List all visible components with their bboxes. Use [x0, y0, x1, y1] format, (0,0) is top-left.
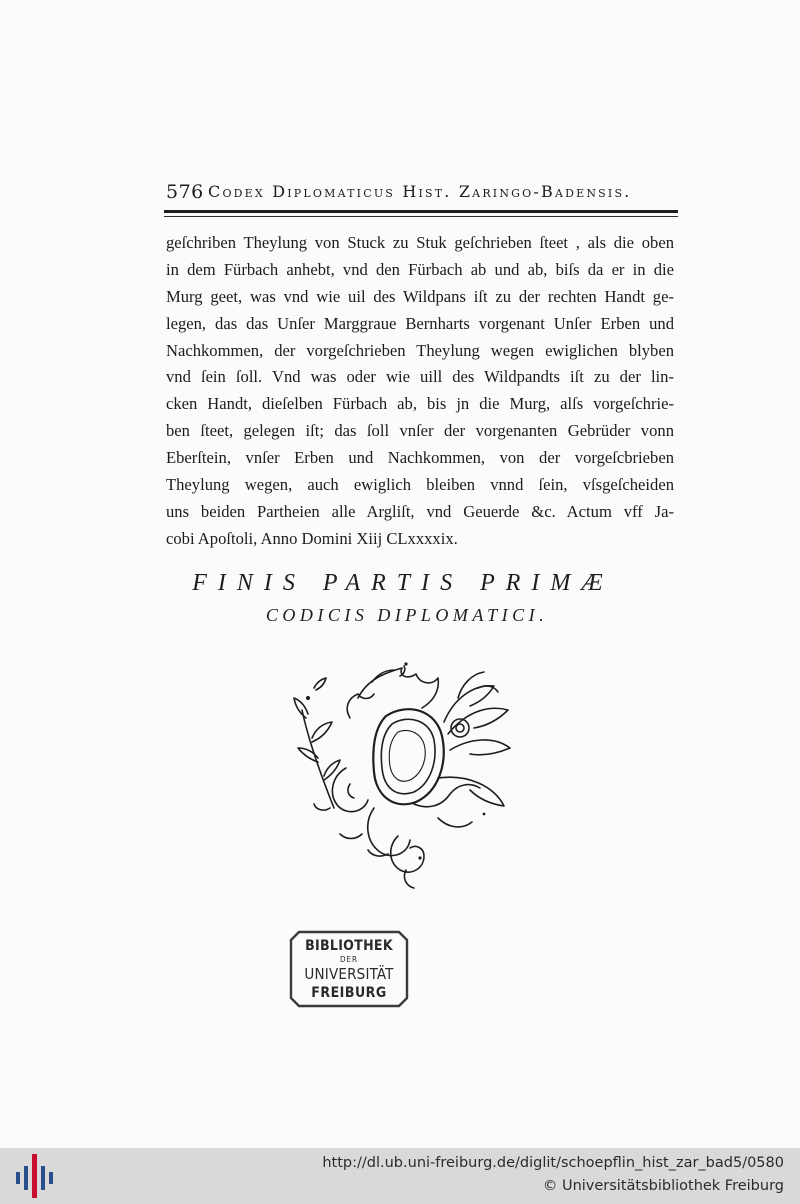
- text-line: ben ſteet, gelegen iſt; das ſoll vnſer der vorgenanten Gebrüder vonn: [166, 421, 674, 441]
- text-line: legen, das das Unſer Marggraue Bernharts vorgenant Unſer Erben und: [166, 313, 674, 333]
- stamp-line-universitaet: UNIVERSITÄT: [304, 965, 394, 983]
- stamp-line-bibliothek: BIBLIOTHEK: [305, 938, 393, 954]
- ornament-vignette-icon: [288, 658, 528, 898]
- page-url-link[interactable]: http://dl.ub.uni-freiburg.de/diglit/schoepflin_hist_zar_bad5/0580: [322, 1155, 784, 1171]
- text-line: Nachkommen, der vorgeſchrieben Theylung wegen ewiglichen blyben: [166, 340, 674, 360]
- viewer-footer: [0, 1148, 800, 1204]
- stamp-line-der: DER: [339, 955, 359, 964]
- text-line: in dem Fürbach anhebt, vnd den Fürbach ab und ab, biſs da er in die: [166, 259, 674, 279]
- text-line: uns beiden Partheien alle Argliſt, vnd Geuerde &c. Actum vff Ja-: [166, 501, 674, 521]
- running-head: [166, 181, 678, 209]
- closing-subtitle: CODICIS DIPLOMATICI.: [265, 605, 549, 625]
- stamp-line-freiburg: FREIBURG: [311, 985, 387, 1001]
- body-text: [166, 230, 674, 553]
- closing-title: FINIS PARTIS PRIMÆ: [192, 570, 614, 596]
- header-rule-thick: [164, 210, 678, 213]
- text-line: vnd ſein ſoll. Vnd was oder wie uill des Wildpandts iſt zu der lin-: [166, 367, 674, 387]
- text-line: Eberſtein, vnſer Erben und Nachkommen, von der vorgeſcbrieben: [166, 448, 674, 468]
- text-line: Murg geet, was vnd wie uil des Wildpans iſt zu der rechten Handt ge-: [166, 286, 674, 306]
- text-line: cken Handt, dieſelben Fürbach ab, bis jn die Murg, alſs vorgeſchrie-: [166, 394, 674, 414]
- text-line: Theylung wegen, auch ewiglich bleiben vnnd ſein, vſsgeſcheiden: [166, 475, 674, 495]
- running-title: Codex Diplomaticus Hist. Zaringo-Badensis.: [208, 182, 632, 201]
- library-stamp: [289, 930, 409, 1008]
- ub-freiburg-logo-icon[interactable]: [16, 1154, 56, 1198]
- header-rule-thin: [164, 216, 678, 217]
- copyright-text: © Universitätsbibliothek Freiburg: [542, 1178, 784, 1194]
- text-line: cobi Apoſtoli, Anno Domini Xiij CLxxxxix.: [166, 528, 458, 548]
- text-line: geſchriben Theylung von Stuck zu Stuk geſchrieben ſteet , als die oben: [166, 233, 674, 252]
- page-number: 576: [166, 181, 204, 203]
